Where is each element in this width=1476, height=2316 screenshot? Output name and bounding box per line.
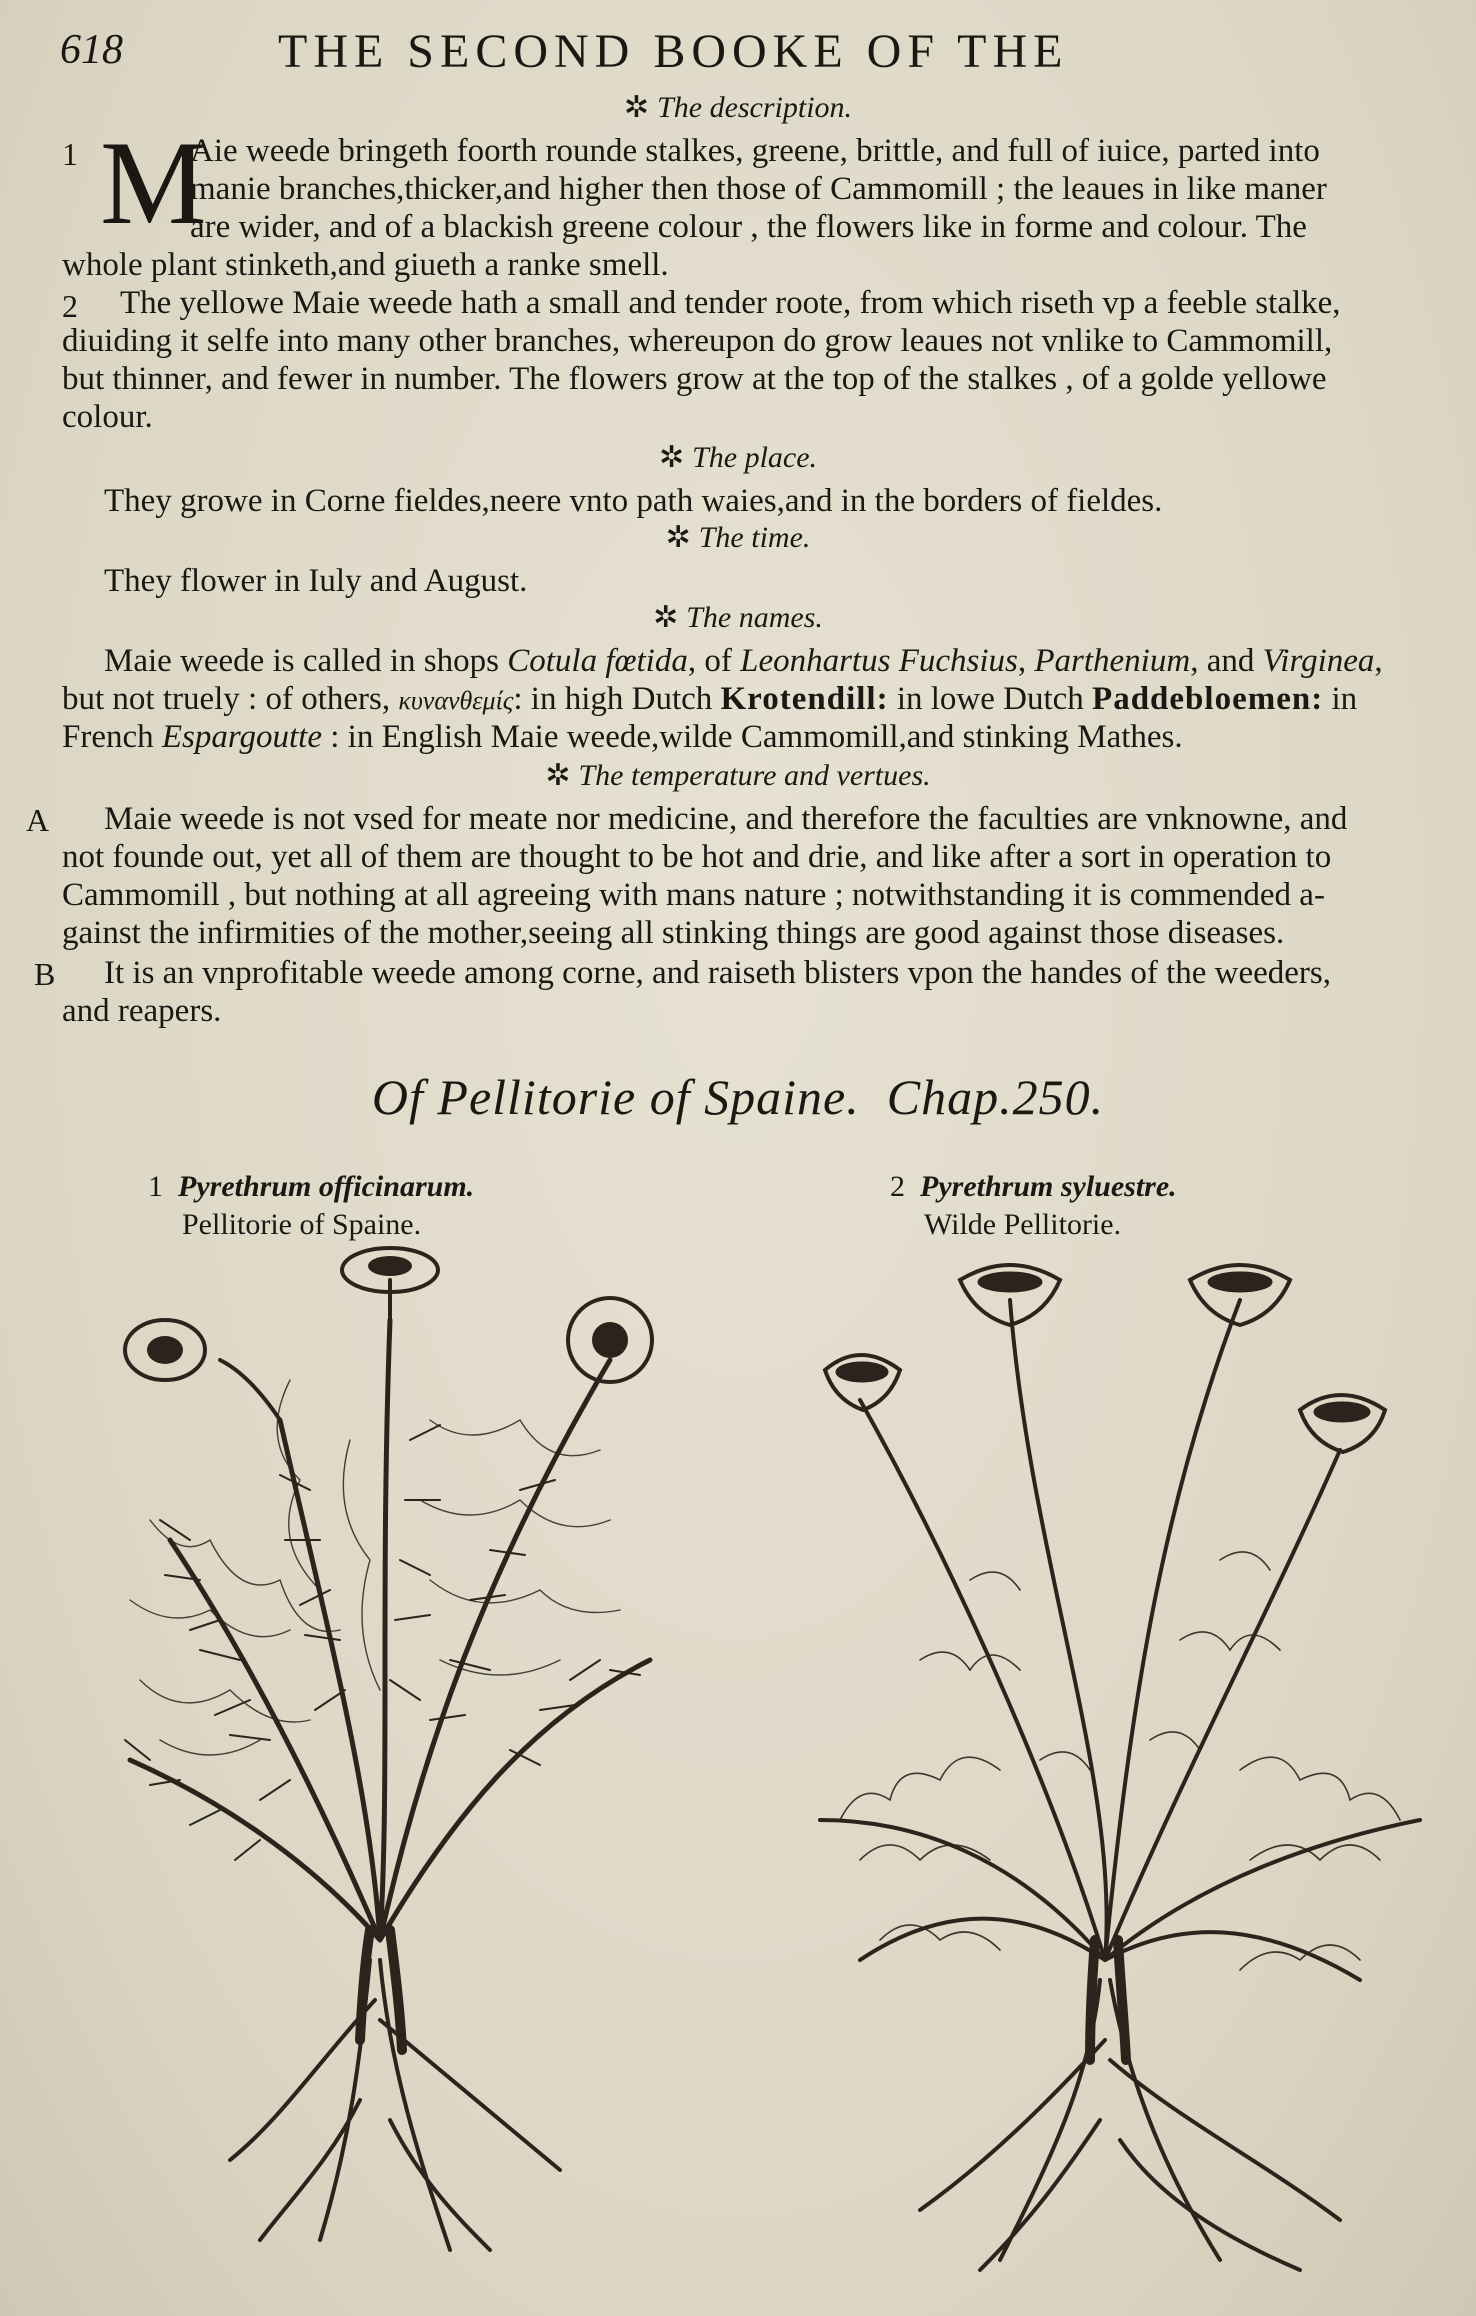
temperature-line: Maie weede is not vsed for meate nor medicine, and therefore the faculties are vnknowne, and [104, 801, 1348, 837]
figure-caption-1: 1 Pyrethrum officinarum. Pellitorie of Spaine. [148, 1170, 475, 1241]
page-number: 618 [60, 27, 123, 73]
description-line: colour. [62, 399, 153, 435]
temperature-line: gainst the infirmities of the mother,seeing all stinking things are good against those diseases. [62, 915, 1285, 951]
place-text: They growe in Corne fieldes,neere vnto path waies,and in the borders of fieldes. [104, 483, 1163, 519]
description-line: diuiding it selfe into many other branches, whereupon do grow leaues not vnlike to Cammomill, [62, 323, 1333, 359]
time-text: They flower in Iuly and August. [104, 563, 528, 599]
asterism-icon: ✲ [665, 521, 691, 554]
names-heading: ✲ The names. [653, 601, 823, 634]
temperature-line: and reapers. [62, 993, 222, 1029]
chapter-heading [0, 1068, 1476, 1126]
figure-caption-2: 2 Pyrethrum syluestre. Wilde Pellitorie. [890, 1170, 1177, 1241]
description-line: are wider, and of a blackish greene colour , the flowers like in forme and colour. The [190, 209, 1307, 245]
description-line: but thinner, and fewer in number. The flowers grow at the top of the stalkes , of a golde yellowe [62, 361, 1327, 397]
running-header [60, 22, 1460, 82]
names-line: French Espargoutte : in English Maie weede,wilde Cammomill,and stinking Mathes. [62, 719, 1183, 755]
asterism-icon: ✲ [545, 759, 571, 792]
chapter-title: Of Pellitorie of Spaine. [371, 1069, 860, 1125]
temperature-heading: ✲ The temperature and vertues. [545, 759, 931, 792]
time-heading: ✲ The time. [665, 521, 811, 554]
temperature-line: not founde out, yet all of them are thought to be hot and drie, and like after a sort in operation to [62, 839, 1332, 875]
description-line: whole plant stinketh,and giueth a ranke smell. [62, 247, 669, 283]
description-line: Aie weede bringeth foorth rounde stalkes, greene, brittle, and full of iuice, parted into [190, 133, 1320, 169]
asterism-icon: ✲ [653, 601, 679, 634]
description-line: manie branches,thicker,and higher then those of Cammomill ; the leaues in like maner [190, 171, 1327, 207]
names-line: but not truely : of others, κυνανθεμίς: in high Dutch Krotendill: in lowe Dutch Paddebloemen: in [62, 681, 1358, 717]
asterism-icon: ✲ [623, 91, 650, 124]
place-heading: ✲ The place. [658, 441, 818, 474]
margin-letter-b: B [34, 956, 56, 992]
running-title: THE SECOND BOOKE OF THE [278, 25, 1069, 78]
description-line: The yellowe Maie weede hath a small and tender roote, from which riseth vp a feeble stalke, [120, 285, 1341, 321]
asterism-icon: ✲ [658, 441, 685, 474]
woodcut-pellitorie-of-spaine [90, 1240, 690, 2290]
margin-letter-a: A [26, 802, 50, 838]
temperature-line: Cammomill , but nothing at all agreeing with mans nature ; notwithstanding it is commended a- [62, 877, 1325, 913]
names-line: Maie weede is called in shops Cotula fœtida, of Leonhartus Fuchsius, Parthenium, and Virginea, [104, 643, 1383, 679]
woodcut-wilde-pellitorie [800, 1260, 1440, 2290]
description-heading: ✲ The description. [623, 91, 853, 124]
item-number-1: 1 [62, 136, 78, 172]
chapter-number: Chap.250. [886, 1069, 1105, 1125]
item-number-2: 2 [62, 288, 78, 324]
temperature-line: It is an vnprofitable weede among corne, and raiseth blisters vpon the handes of the weeders, [104, 955, 1332, 991]
drop-cap: M [100, 116, 207, 249]
